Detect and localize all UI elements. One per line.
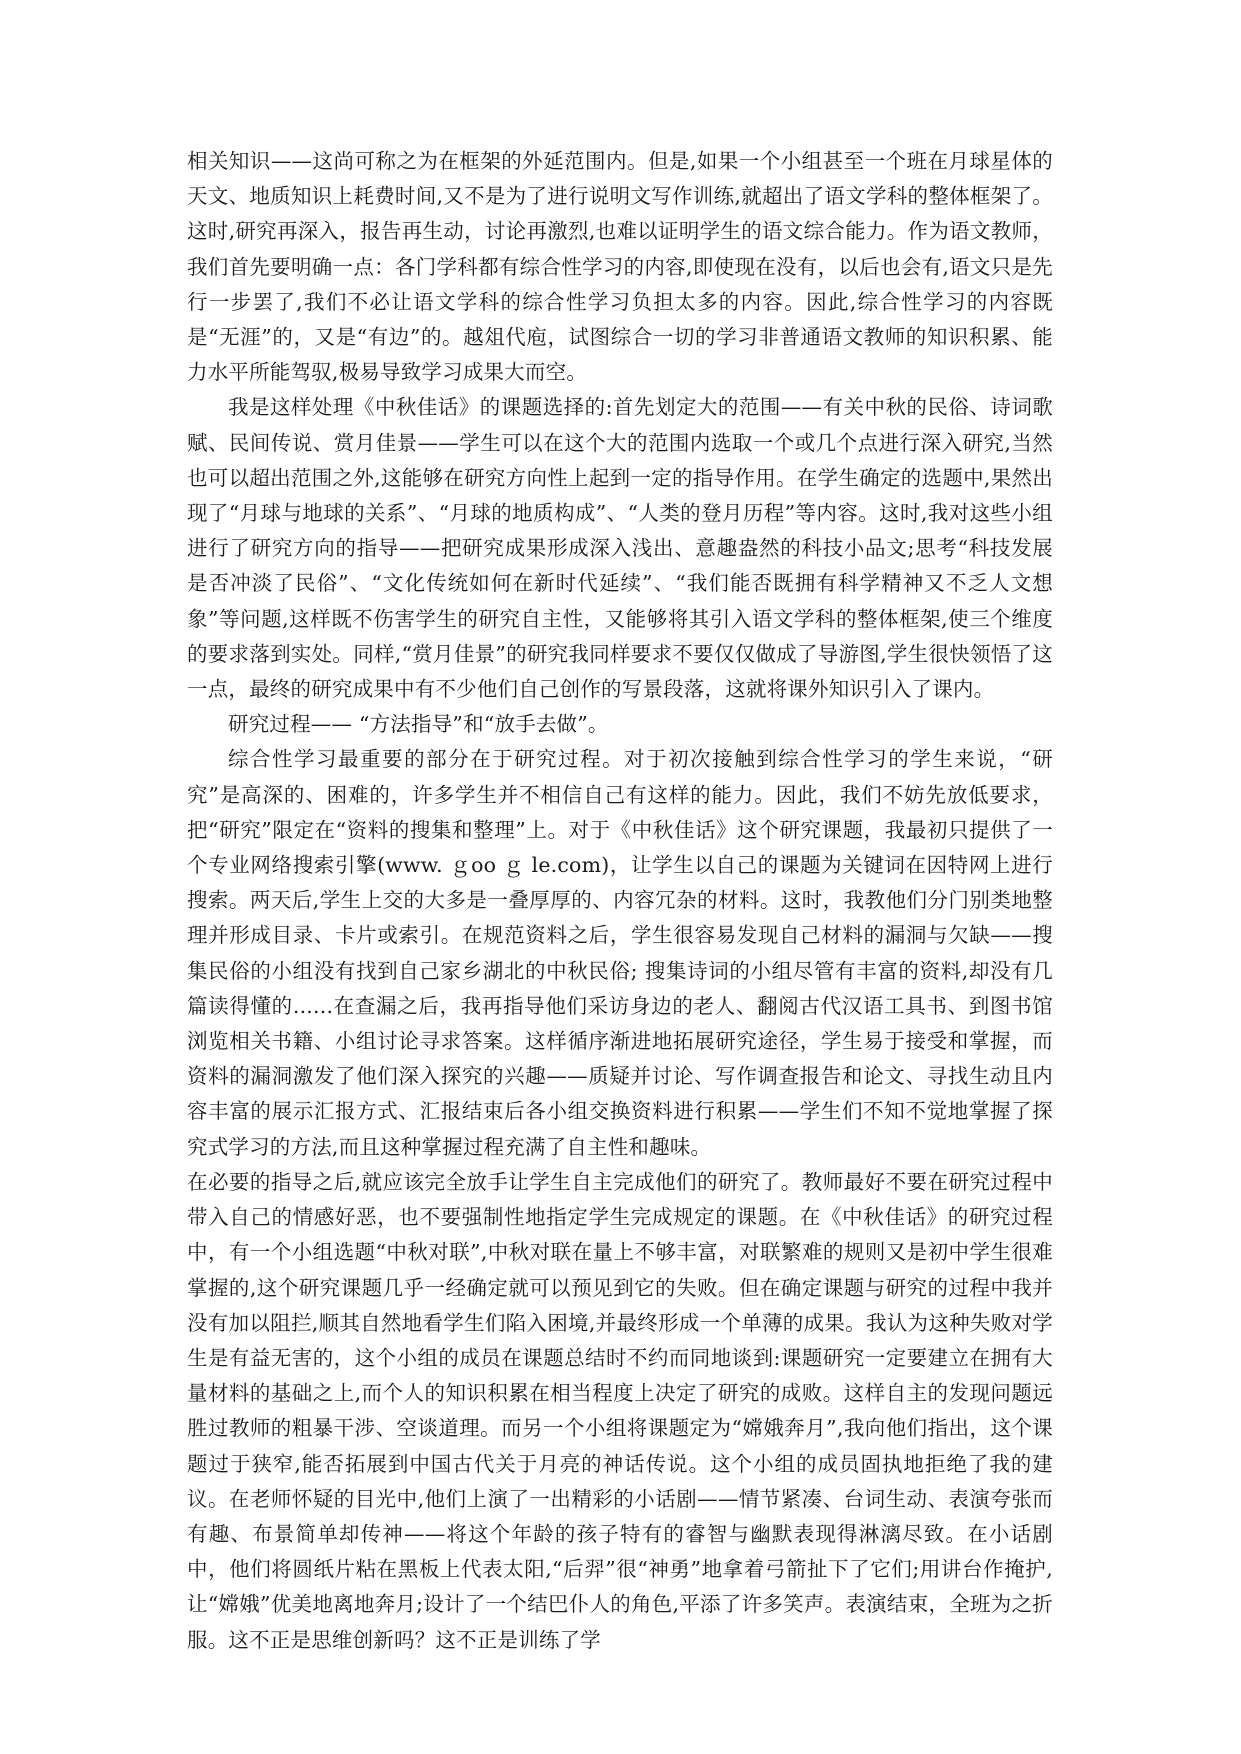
document-page [187,144,1053,1658]
paragraph-3-heading: 研究过程—— “方法指导”和“放手去做”。 [228,712,609,737]
paragraph-5: 在必要的指导之后,就应该完全放手让学生自主完成他们的研究了。教师最好不要在研究过程中带入自己的情感好恶，也不要强制性地指定学生完成规定的课题。在《中秋佳话》的研究过程中，有一个小组选题“中秋对联”,中秋对联在量上不够丰富，对联繁难的规则又是初中学生很难掌握的,这个研究课题几乎一经确定就可以预见到它的失败。但在确定课题与研究的过程中我并没有加以阻拦,顺其自然地看学生们陷入困境,并最终形成一个单薄的成果。我认为这种失败对学生是有益无害的，这个小组的成员在课题总结时不约而同地谈到:课题研究一定要建立在拥有大量材料的基础之上,而个人的知识积累在相当程度上决定了研究的成败。这样自主的发现问题远胜过教师的粗暴干涉、空谈道理。而另一个小组将课题定为“嫦娥奔月”,我向他们指出，这个课题过于狭窄,能否拓展到中国古代关于月亮的神话传说。这个小组的成员固执地拒绝了我的建议。在老师怀疑的目光中,他们上演了一出精彩的小话剧——情节紧凑、台词生动、表演夸张而有趣、布景简单却传神——将这个年龄的孩子特有的睿智与幽默表现得淋漓尽致。在小话剧中，他们将圆纸片粘在黑板上代表太阳,“后羿”很“神勇”地拿着弓箭扯下了它们;用讲台作掩护,让“嫦娥”优美地离地奔月;设计了一个结巴仆人的角色,平添了许多笑声。表演结束，全班为之折服。这不正是思维创新吗？这不正是训练了学 [187,1169,1053,1652]
paragraph-1: 相关知识——这尚可称之为在框架的外延范围内。但是,如果一个小组甚至一个班在月球星体的天文、地质知识上耗费时间,又不是为了进行说明文写作训练,就超出了语文学科的整体框架了。这时,研究再深入，报告再生动，讨论再激烈,也难以证明学生的语文综合能力。作为语文教师，我们首先要明确一点：各门学科都有综合性学习的内容,即使现在没有，以后也会有,语文只是先行一步罢了,我们不必让语文学科的综合性学习负担太多的内容。因此,综合性学习的内容既是“无涯”的，又是“有边”的。越俎代庖，试图综合一切的学习非普通语文教师的知识积累、能力水平所能驾驭,极易导致学习成果大而空。 [187,149,1053,385]
paragraph-2: 我是这样处理《中秋佳话》的课题选择的:首先划定大的范围——有关中秋的民俗、诗词歌赋、民间传说、赏月佳景——学生可以在这个大的范围内选取一个或几个点进行深入研究,当然也可以超出范围之外,这能够在研究方向性上起到一定的指导作用。在学生确定的选题中,果然出现了“月球与地球的关系”、“月球的地质构成”、“人类的登月历程”等内容。这时,我对这些小组进行了研究方向的指导——把研究成果形成深入浅出、意趣盎然的科技小品文;思考“科技发展是否冲淡了民俗”、“文化传统如何在新时代延续”、“我们能否既拥有科学精神又不乏人文想象”等问题,这样既不伤害学生的研究自主性，又能够将其引入语文学科的整体框架,使三个维度的要求落到实处。同样,“赏月佳景”的研究我同样要求不要仅仅做成了导游图,学生很快领悟了这一点，最终的研究成果中有不少他们自己创作的写景段落，这就将课外知识引入了课内。 [187,395,1053,702]
paragraph-4: 综合性学习最重要的部分在于研究过程。对于初次接触到综合性学习的学生来说，“研究”是高深的、困难的，许多学生并不相信自己有这样的能力。因此，我们不妨先放低要求，把“研究”限定在“资料的搜集和整理”上。对于《中秋佳话》这个研究课题，我最初只提供了一个专业网络搜索引擎(www. ｇoo ｇ le.com)，让学生以自己的课题为关键词在因特网上进行搜索。两天后,学生上交的大多是一叠厚厚的、内容冗杂的材料。这时，我教他们分门别类地整理并形成目录、卡片或索引。在规范资料之后，学生很容易发现自己材料的漏洞与欠缺——搜集民俗的小组没有找到自己家乡湖北的中秋民俗; 搜集诗词的小组尽管有丰富的资料,却没有几篇读得懂的......在查漏之后，我再指导他们采访身边的老人、翻阅古代汉语工具书、到图书馆浏览相关书籍、小组讨论寻求答案。这样循序渐进地拓展研究途径，学生易于接受和掌握，而资料的漏洞激发了他们深入探究的兴趣——质疑并讨论、写作调查报告和论文、寻找生动且内容丰富的展示汇报方式、汇报结束后各小组交换资料进行积累——学生们不知不觉地掌握了探究式学习的方法,而且这种掌握过程充满了自主性和趣味。 [187,747,1053,1159]
